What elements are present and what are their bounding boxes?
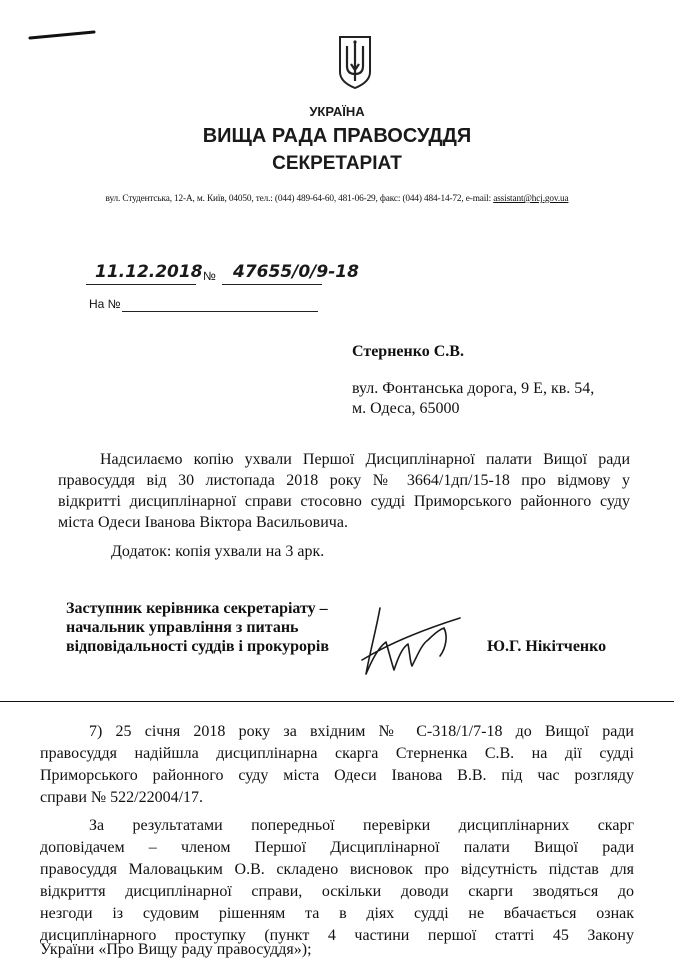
outgoing-number: 47655/0/9-18 bbox=[233, 262, 359, 282]
addressee-city: м. Одеса, 65000 bbox=[352, 400, 460, 417]
addressee-name: Стерненко С.В. bbox=[352, 343, 464, 360]
excerpt-line: Приморського районного суду міста Одеси Іванова В.В. під час розгляду bbox=[40, 767, 634, 784]
email-link[interactable]: assistant@hcj.gov.ua bbox=[493, 194, 569, 204]
excerpt-line: правосуддя Маловацьким О.В. складено висновок про відсутність підстав для bbox=[40, 861, 634, 878]
signatory-position-line: начальник управління з питань bbox=[66, 619, 299, 636]
outgoing-number-line bbox=[222, 284, 322, 285]
excerpt-line: дисциплінарного проступку (пункт 4 частини першої статті 45 Закону bbox=[40, 927, 634, 944]
excerpt-line: України «Про Вищу раду правосуддя»); bbox=[40, 941, 312, 958]
excerpt-line: доповідачем – членом Першої Дисциплінарної палати Вищої ради bbox=[40, 839, 634, 856]
excerpt-line: За результатами попередньої перевірки дисциплінарних скарг bbox=[89, 817, 634, 834]
letter-line: відкритті дисциплінарної справи стосовно судді Приморського районного суду bbox=[58, 493, 630, 510]
excerpt-line: 7) 25 січня 2018 року за вхідним № С-318/1/7-18 до Вищої ради bbox=[89, 723, 634, 740]
outgoing-date-line bbox=[86, 284, 196, 285]
header-organization: ВИЩА РАДА ПРАВОСУДДЯ bbox=[202, 125, 472, 147]
outgoing-date: 11.12.2018 bbox=[95, 262, 203, 282]
address-text: вул. Студентська, 12-А, м. Київ, 04050, тел.: (044) 489-64-60, 481-06-29, факс: (044) 484-14-72, e-mail: bbox=[105, 194, 494, 204]
signatory-name: Ю.Г. Нікітченко bbox=[487, 638, 607, 655]
coat-of-arms-icon bbox=[338, 34, 372, 90]
page-divider bbox=[0, 701, 674, 702]
signatory-position-line: Заступник керівника секретаріату – bbox=[66, 600, 328, 617]
reply-number-label: На № bbox=[89, 297, 121, 311]
pen-mark bbox=[28, 28, 98, 42]
signatory-position-line: відповідальності суддів і прокурорів bbox=[66, 638, 329, 655]
excerpt-line: відкриття дисциплінарної справи, оскільки доводи скарги зводяться до bbox=[40, 883, 634, 900]
letter-line: міста Одеси Іванова Віктора Васильовича. bbox=[58, 514, 348, 531]
addressee-street: вул. Фонтанська дорога, 9 Е, кв. 54, bbox=[352, 380, 595, 397]
outgoing-number-label: № bbox=[203, 269, 216, 283]
letter-line: правосуддя від 30 листопада 2018 року № 3664/1дп/15-18 про відмову у bbox=[58, 472, 630, 489]
excerpt-line: правосуддя надійшла дисциплінарна скарга Стерненка С.В. на дії судді bbox=[40, 745, 634, 762]
header-department: СЕКРЕТАРІАТ bbox=[272, 153, 402, 174]
header-address bbox=[0, 194, 674, 204]
excerpt-line: незгоди із судовим рішенням та в діях судді не вбачається ознак bbox=[40, 905, 634, 922]
reply-number-line bbox=[122, 311, 318, 312]
letter-line: Надсилаємо копію ухвали Першої Дисциплінарної палати Вищої ради bbox=[100, 451, 630, 468]
excerpt-line: справи № 522/22004/17. bbox=[40, 789, 204, 806]
handwritten-signature bbox=[348, 600, 468, 680]
attachment-note: Додаток: копія ухвали на 3 арк. bbox=[111, 543, 325, 560]
header-country: УКРАЇНА bbox=[309, 104, 365, 119]
